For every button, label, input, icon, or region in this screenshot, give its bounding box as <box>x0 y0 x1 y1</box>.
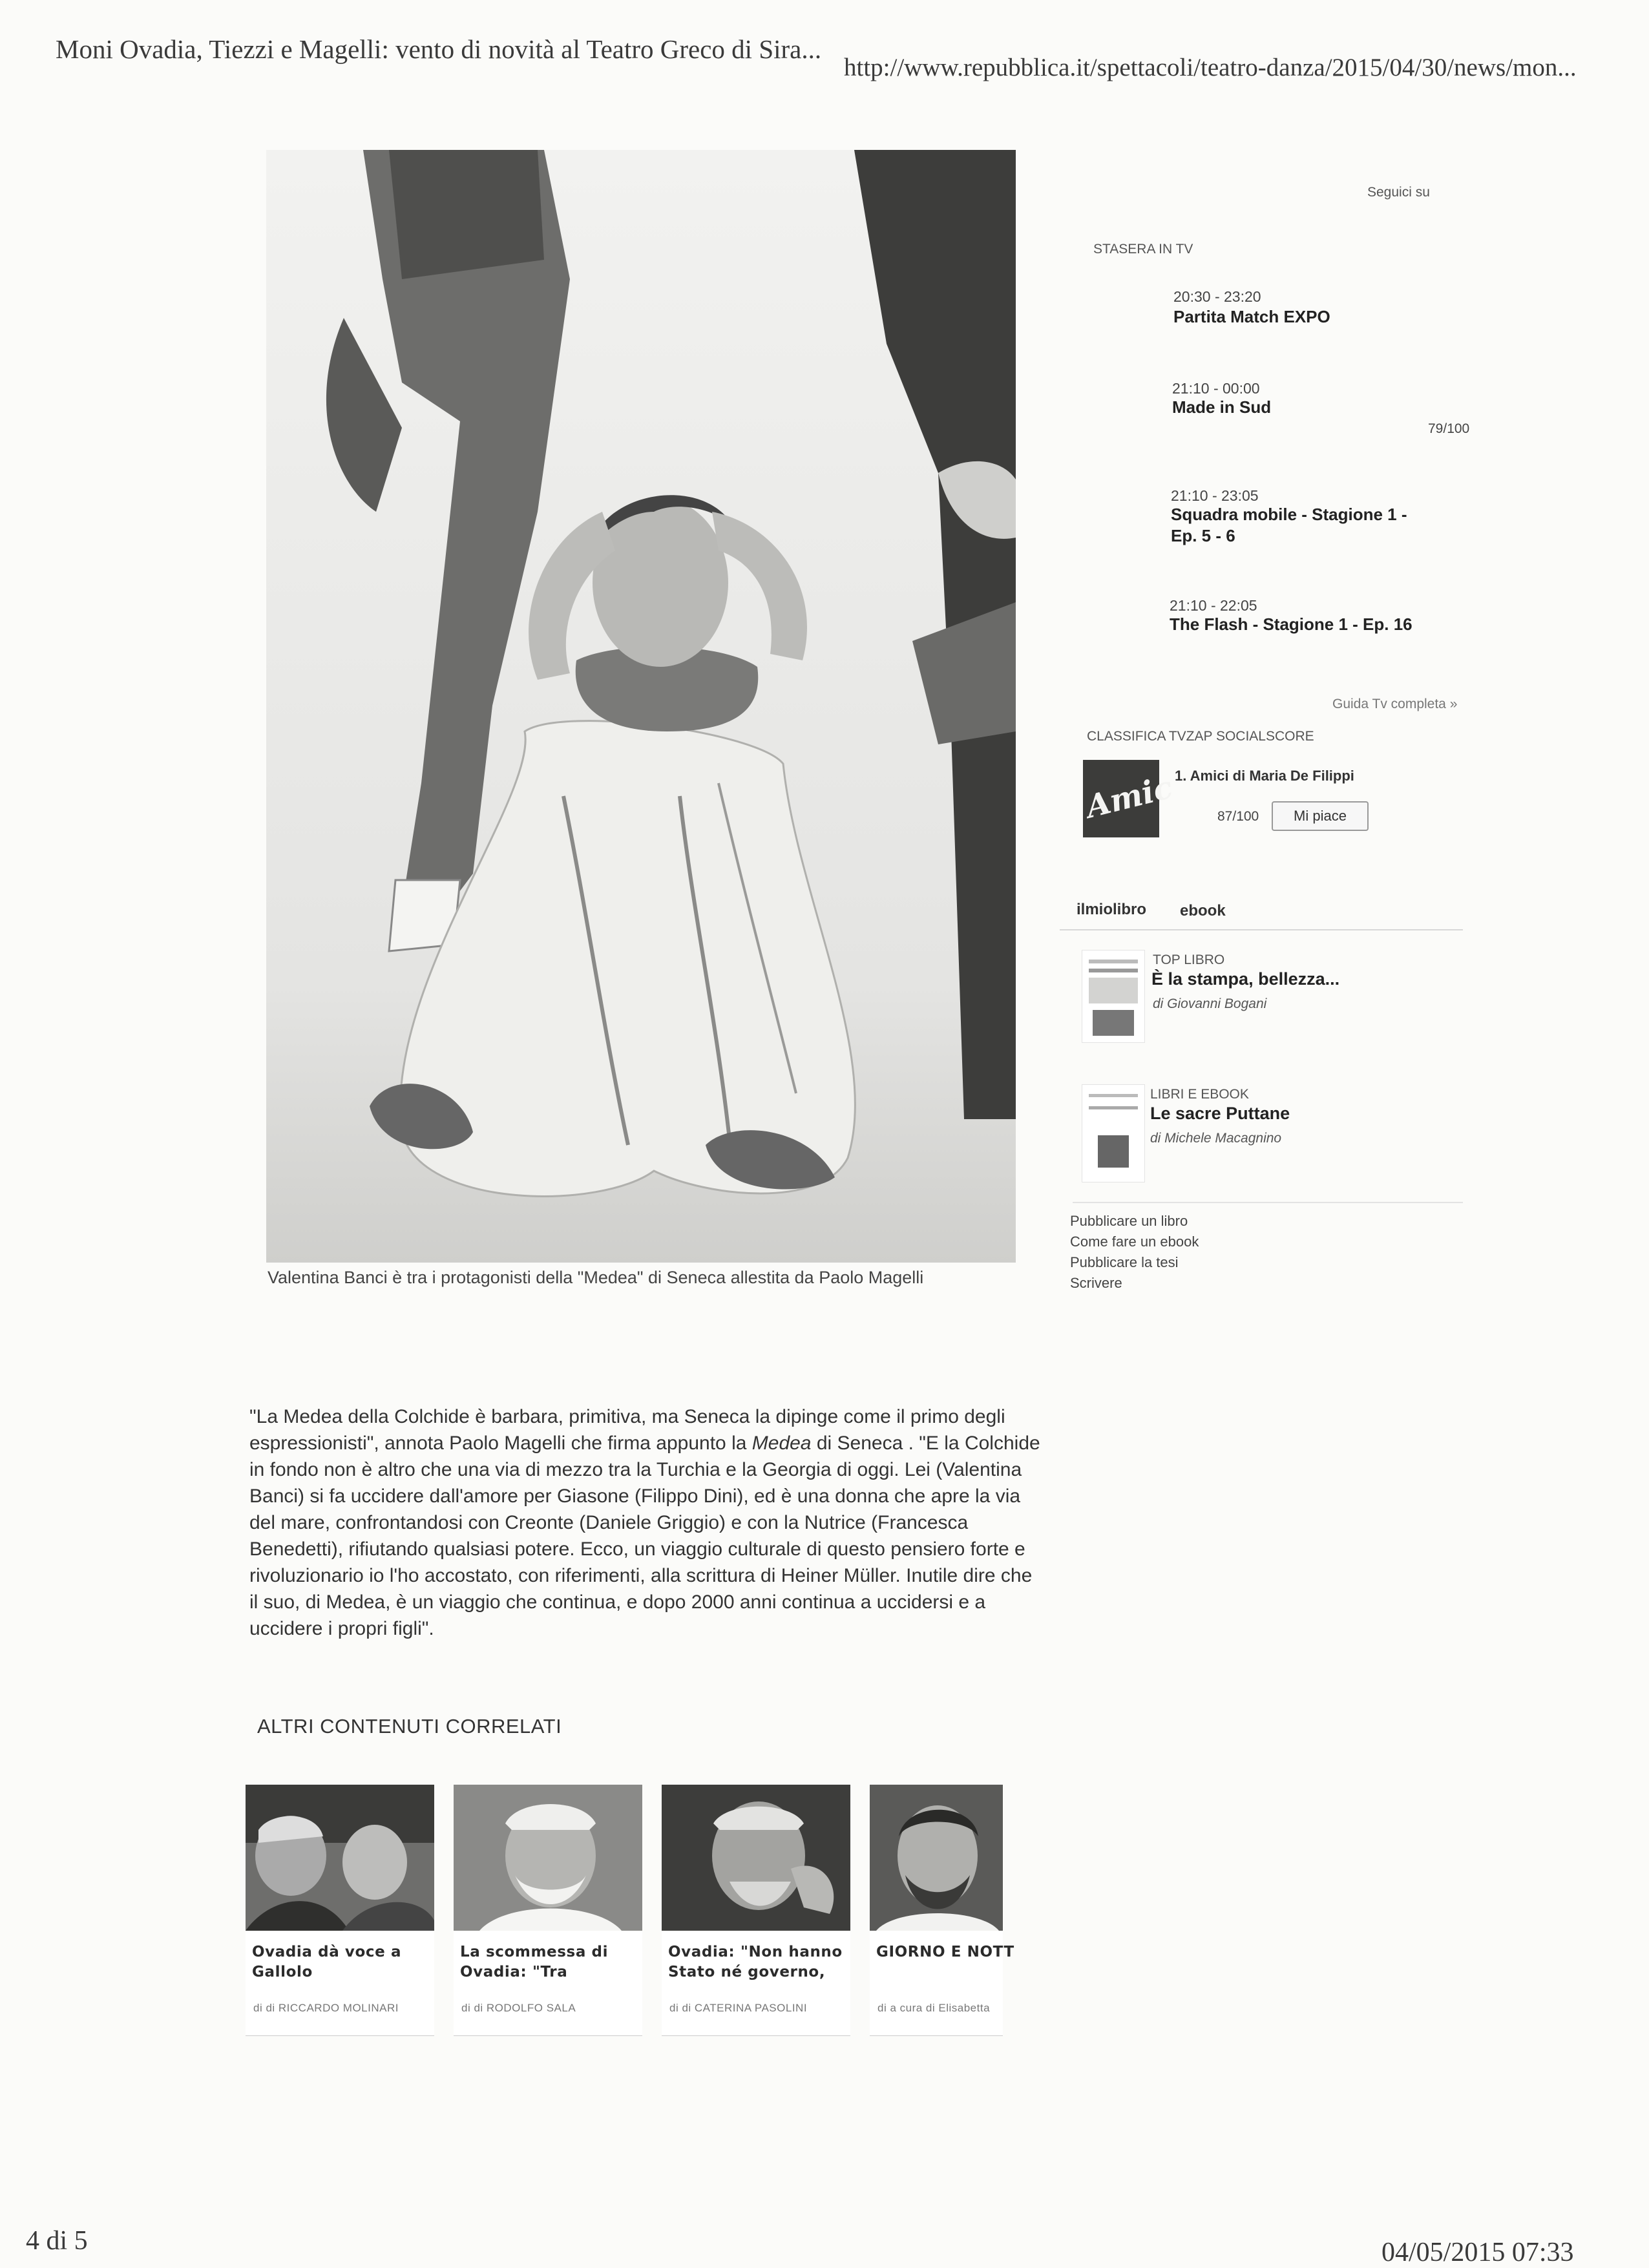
link-pubblicare-tesi[interactable]: Pubblicare la tesi <box>1070 1254 1179 1270</box>
ranking-score: 87/100 <box>1217 809 1259 824</box>
related-card-title[interactable]: Ovadia dà voce a Gallolo <box>252 1944 402 1980</box>
article-text-part1: "La Medea della Colchide è barbara, primitiva, ma Seneca la dipinge come il primo degli espressionisti", annota Paolo Magelli che firma appunto la <box>249 1406 1005 1454</box>
related-card-thumbnail <box>246 1785 434 1931</box>
book-label: LIBRI E EBOOK <box>1150 1087 1249 1102</box>
related-card-author: di di RODOLFO SALA <box>461 2002 576 2014</box>
related-card-thumbnail <box>454 1785 642 1931</box>
link-fare-ebook[interactable]: Come fare un ebook <box>1070 1234 1199 1250</box>
tv-item-time: 21:10 - 23:05 <box>1171 487 1259 504</box>
related-card[interactable] <box>662 1785 850 2036</box>
related-card-title[interactable]: La scommessa di Ovadia: "Tra <box>460 1944 609 1980</box>
related-card[interactable] <box>870 1785 1014 2036</box>
link-pubblicare-libro[interactable]: Pubblicare un libro <box>1070 1213 1188 1229</box>
photo-caption: Valentina Banci è tra i protagonisti della "Medea" di Seneca allestita da Paolo Magelli <box>268 1268 924 1287</box>
related-card[interactable] <box>246 1785 434 2036</box>
tv-tonight-heading: STASERA IN TV <box>1093 242 1193 257</box>
tv-item-score: 79/100 <box>1428 421 1470 436</box>
tab-ilmiolibro[interactable]: ilmiolibro <box>1077 901 1146 918</box>
amici-logo <box>1082 760 1177 837</box>
tv-item-show[interactable]: The Flash - Stagione 1 - Ep. 16 <box>1170 614 1413 634</box>
tv-guide-link[interactable]: Guida Tv completa » <box>1332 697 1458 711</box>
print-url: http://www.repubblica.it/spettacoli/teatro-danza/2015/04/30/news/mon... <box>844 54 1577 81</box>
related-card-author: di a cura di Elisabetta <box>877 2002 991 2014</box>
related-card-title[interactable]: GIORNO E NOTT <box>876 1944 1014 1960</box>
print-datetime: 04/05/2015 07:33 <box>1381 2238 1574 2267</box>
book-label: TOP LIBRO <box>1153 952 1225 967</box>
ranking-entry[interactable]: 1. Amici di Maria De Filippi <box>1175 768 1354 784</box>
related-card-author: di di RICCARDO MOLINARI <box>253 2002 399 2014</box>
book-author: di Giovanni Bogani <box>1153 996 1267 1011</box>
book-author: di Michele Macagnino <box>1150 1131 1282 1146</box>
tv-item-show[interactable]: Partita Match EXPO <box>1173 307 1330 326</box>
like-button[interactable]: Mi piace <box>1272 801 1369 831</box>
related-card-author: di di CATERINA PASOLINI <box>669 2002 808 2014</box>
tv-item-show[interactable]: Squadra mobile - Stagione 1 - Ep. 5 - 6 <box>1171 505 1407 545</box>
amici-logo-text: Amic <box>1082 769 1177 826</box>
print-page-indicator: 4 di 5 <box>26 2226 88 2256</box>
books-divider <box>1073 1202 1463 1203</box>
book-title[interactable]: È la stampa, bellezza... <box>1151 969 1340 989</box>
tv-item-show[interactable]: Made in Sud <box>1172 397 1272 417</box>
article-body <box>249 1403 1044 1642</box>
tab-ebook[interactable]: ebook <box>1180 902 1226 919</box>
related-content-heading: ALTRI CONTENUTI CORRELATI <box>257 1715 562 1738</box>
photo-illustration <box>266 150 1016 1263</box>
related-card-thumbnail <box>662 1785 850 1931</box>
link-scrivere[interactable]: Scrivere <box>1070 1275 1122 1291</box>
follow-us-label: Seguici su <box>1367 185 1430 200</box>
print-page-title: Moni Ovadia, Tiezzi e Magelli: vento di novità al Teatro Greco di Sira... <box>56 34 822 64</box>
tv-item-time: 21:10 - 22:05 <box>1170 597 1257 614</box>
tv-item-time: 20:30 - 23:20 <box>1173 288 1261 305</box>
related-card-title[interactable]: Ovadia: "Non hanno Stato né governo, <box>668 1944 843 1980</box>
ranking-heading: CLASSIFICA TVZAP SOCIALSCORE <box>1087 729 1314 744</box>
article-text-emphasis: Medea <box>751 1433 812 1454</box>
related-card-thumbnail <box>870 1785 1003 1931</box>
tv-item-time: 21:10 - 00:00 <box>1172 380 1260 397</box>
tabs-divider <box>1060 929 1463 930</box>
book-cover[interactable] <box>1082 1084 1145 1182</box>
article-text-part2: di Seneca . "E la Colchide in fondo non è altro che una via di mezzo tra la Turchia e la Georgia di oggi. Lei (Valentina Banci) si fa uccidere dall'amore per Giasone (Filippo Dini), ed è una donna che apre la via del mare, confrontandosi con Creonte (Daniele Griggio) e con la Nutrice (Francesca Benedetti), rifiutando qualsiasi potere. Ecco, un viaggio culturale di questo pensiero forte e rivoluzionario io l'ho accostato, con riferimenti, alla scrittura di Heiner Müller. Inutile dire che il suo, di Medea, è un viaggio che continua, e dopo 2000 anni continua a uccidersi e a uccidere i propri figli". <box>249 1433 1040 1639</box>
related-card[interactable] <box>454 1785 642 2036</box>
book-title[interactable]: Le sacre Puttane <box>1150 1104 1290 1123</box>
book-cover[interactable] <box>1082 950 1145 1043</box>
article-photo <box>266 150 1016 1263</box>
